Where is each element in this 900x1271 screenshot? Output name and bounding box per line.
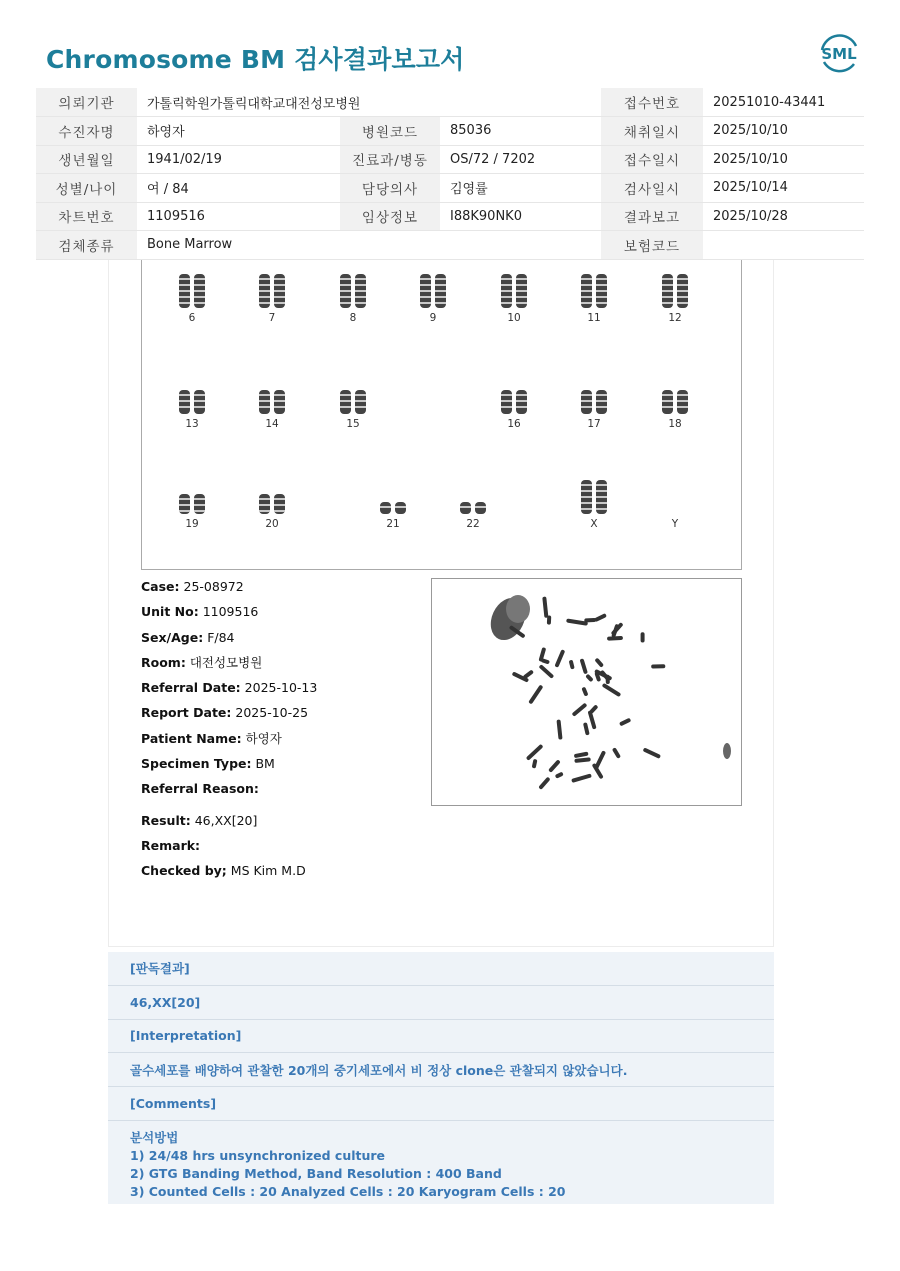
dept-value: OS/72 / 7202 xyxy=(440,145,601,174)
chromosome-label: 21 xyxy=(386,518,400,530)
sml-logo xyxy=(814,28,864,78)
chromosome-label: 14 xyxy=(265,418,279,430)
room-row: Room: 대전성모병원 xyxy=(141,654,263,670)
chromosome-label: 20 xyxy=(265,518,279,530)
remark-row: Remark: xyxy=(141,837,201,853)
referral-date-row: Referral Date: 2025-10-13 xyxy=(141,680,318,696)
doctor-value: 김영률 xyxy=(440,174,601,203)
report-value: 2025/10/28 xyxy=(703,202,864,231)
insurance-value xyxy=(703,231,864,260)
method-line: 2) GTG Banding Method, Band Resolution : 400 Band xyxy=(130,1165,502,1181)
chromosome-label: 12 xyxy=(668,312,682,324)
specimen-value: Bone Marrow xyxy=(137,231,601,260)
chromosome-6 xyxy=(162,274,222,324)
method-line: 1) 24/48 hrs unsynchronized culture xyxy=(130,1147,386,1163)
chromosome-label: Y xyxy=(671,518,679,530)
name-value: 하영자 xyxy=(137,117,340,146)
info-row xyxy=(36,202,864,231)
info-row xyxy=(36,117,864,146)
result-row: Result: 46,XX[20] xyxy=(141,812,258,828)
dept-label: 진료과/병동 xyxy=(340,145,440,174)
name-label: 수진자명 xyxy=(36,117,137,146)
test-date-value: 2025/10/14 xyxy=(703,174,864,203)
patient-info-table xyxy=(36,88,864,260)
method-line: 3) Counted Cells : 20 Analyzed Cells : 20 Karyogram Cells : 20 xyxy=(130,1183,566,1199)
birth-value: 1941/02/19 xyxy=(137,145,340,174)
clinical-label: 임상정보 xyxy=(340,202,440,231)
chromosome-21 xyxy=(363,502,423,530)
hospital-code-value: 85036 xyxy=(440,117,601,146)
chromosome-label: 9 xyxy=(429,312,437,324)
info-row xyxy=(36,231,864,260)
receipt-no-value: 20251010-43441 xyxy=(703,88,864,117)
chromosome-20 xyxy=(242,494,302,530)
chromosome-label: 15 xyxy=(346,418,360,430)
reading-value: 46,XX[20] xyxy=(108,986,774,1020)
method-block xyxy=(108,1121,774,1204)
sexage-row: Sex/Age: F/84 xyxy=(141,629,235,645)
case-row: Case: 25-08972 xyxy=(141,579,244,594)
test-date-label: 검사일시 xyxy=(601,174,703,203)
sex-age-label: 성별/나이 xyxy=(36,174,137,203)
patient-row: Patient Name: 하영자 xyxy=(141,730,282,746)
chromosome-y xyxy=(645,494,705,530)
chromosome-7 xyxy=(242,274,302,324)
checked-row: Checked by; MS Kim M.D xyxy=(141,863,306,879)
chromosome-16 xyxy=(484,390,544,430)
chromosome-label: 17 xyxy=(587,418,601,430)
chromosome-x xyxy=(564,480,624,530)
chromosome-14 xyxy=(242,390,302,430)
unit-row: Unit No: 1109516 xyxy=(141,604,259,620)
birth-label: 생년월일 xyxy=(36,145,137,174)
institution-label: 의뢰기관 xyxy=(36,88,137,117)
chromosome-15 xyxy=(323,390,383,430)
receipt-no-label: 접수번호 xyxy=(601,88,703,117)
receipt-date-value: 2025/10/10 xyxy=(703,145,864,174)
report-title: Chromosome BM 검사결과보고서 xyxy=(46,45,465,74)
collection-date-value: 2025/10/10 xyxy=(703,117,864,146)
chromosome-18 xyxy=(645,390,705,430)
chromosome-label: 18 xyxy=(668,418,682,430)
chromosome-label: 6 xyxy=(188,312,196,324)
chromosome-11 xyxy=(564,274,624,324)
chromosome-label: 10 xyxy=(507,312,521,324)
report-date-row: Report Date: 2025-10-25 xyxy=(141,705,309,721)
comments-header: [Comments] xyxy=(108,1087,774,1121)
chromosome-13 xyxy=(162,390,222,430)
chart-no-label: 차트번호 xyxy=(36,202,137,231)
chromosome-label: X xyxy=(590,518,598,530)
karyogram-box xyxy=(141,260,742,570)
info-row xyxy=(36,145,864,174)
method-title: 분석방법 xyxy=(130,1129,179,1145)
reading-header: [판독결과] xyxy=(108,952,774,986)
findings-section xyxy=(108,952,774,1204)
chromosome-label: 7 xyxy=(268,312,276,324)
clinical-value: I88K90NK0 xyxy=(440,202,601,231)
doctor-label: 담당의사 xyxy=(340,174,440,203)
chromosome-17 xyxy=(564,390,624,430)
metaphase-spread-image xyxy=(431,578,742,806)
info-row xyxy=(36,88,864,117)
institution-value: 가톨릭학원가톨릭대학교대전성모병원 xyxy=(137,88,601,117)
chromosome-12 xyxy=(645,274,705,324)
chromosome-8 xyxy=(323,274,383,324)
sex-age-value: 여 / 84 xyxy=(137,174,340,203)
chromosome-label: 22 xyxy=(466,518,480,530)
chromosome-label: 11 xyxy=(587,312,601,324)
specimen-row: Specimen Type: BM xyxy=(141,756,275,772)
chromosome-label: 8 xyxy=(349,312,357,324)
specimen-label: 검체종류 xyxy=(36,231,137,260)
collection-date-label: 채취일시 xyxy=(601,117,703,146)
hospital-code-label: 병원코드 xyxy=(340,117,440,146)
reason-row: Referral Reason: xyxy=(141,781,259,797)
chromosome-label: 16 xyxy=(507,418,521,430)
receipt-date-label: 접수일시 xyxy=(601,145,703,174)
interpretation-value: 골수세포를 배양하여 관찰한 20개의 중기세포에서 비 정상 clone은 관찰되지 않았습니다. xyxy=(108,1053,774,1087)
chromosome-9 xyxy=(403,274,463,324)
chromosome-19 xyxy=(162,494,222,530)
interpretation-header: [Interpretation] xyxy=(108,1020,774,1054)
case-info xyxy=(141,578,317,888)
chart-no-value: 1109516 xyxy=(137,202,340,231)
chromosome-label: 13 xyxy=(185,418,199,430)
logo-text: SML xyxy=(821,45,857,63)
insurance-label: 보험코드 xyxy=(601,231,703,260)
chromosome-10 xyxy=(484,274,544,324)
chromosome-label: 19 xyxy=(185,518,199,530)
chromosome-22 xyxy=(443,502,503,530)
karyogram-image-panel xyxy=(108,260,774,947)
info-row xyxy=(36,174,864,203)
report-label: 결과보고 xyxy=(601,202,703,231)
